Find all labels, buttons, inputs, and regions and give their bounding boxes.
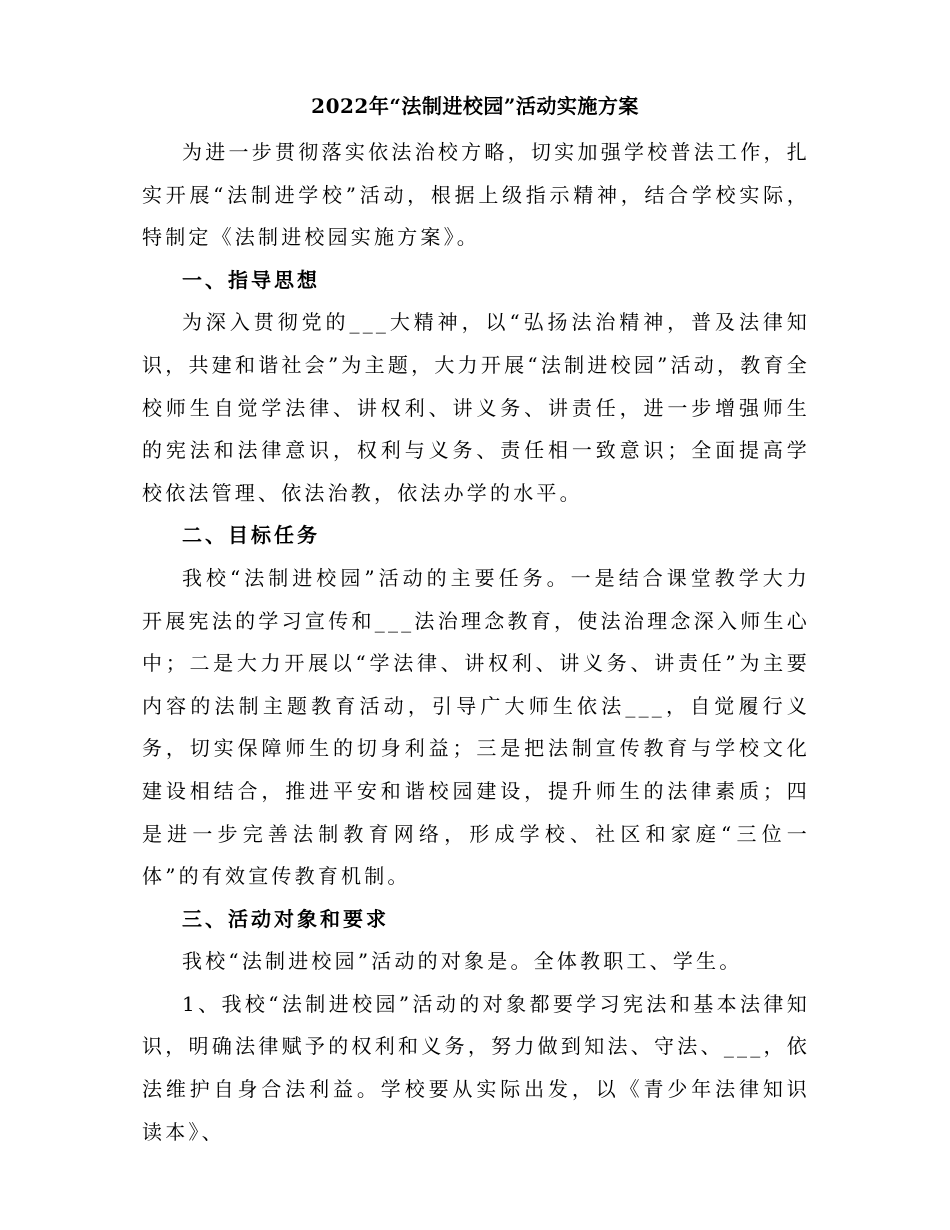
section-heading-guiding-ideology: 一、指导思想 bbox=[182, 267, 320, 292]
document-body bbox=[142, 131, 810, 1153]
paragraph-goals-tasks: 我校“法制进校园”活动的主要任务。一是结合课堂教学大力开展宪法的学习宣传和___法治理念教育，使法治理念深入师生心中；二是大力开展以“学法律、讲权利、讲义务、讲责任”为主要内容的法制主题教育活动，引导广大师生依法___，自觉履行义务，切实保障师生的切身利益；三是把法制宣传教育与学校文化建设相结合，推进平安和谐校园建设，提升师生的法律素质；四是进一步完善法制教育网络，形成学校、社区和家庭“三位一体”的有效宣传教育机制。 bbox=[142, 565, 810, 889]
paragraph-guiding-ideology: 为深入贯彻党的___大精神，以“弘扬法治精神，普及法律知识，共建和谐社会”为主题，大力开展“法制进校园”活动，教育全校师生自觉学法律、讲权利、讲义务、讲责任，进一步增强师生的宪法和法律意识，权利与义务、责任相一致意识；全面提高学校依法管理、依法治教，依法办学的水平。 bbox=[142, 310, 810, 505]
intro-paragraph: 为进一步贯彻落实依法治校方略，切实加强学校普法工作，扎实开展“法制进学校”活动，根据上级指示精神，结合学校实际，特制定《法制进校园实施方案》。 bbox=[142, 140, 810, 250]
document-title: 2022年“法制进校园”活动实施方案 bbox=[311, 94, 639, 118]
paragraph-requirement-1: 1、我校“法制进校园”活动的对象都要学习宪法和基本法律知识，明确法律赋予的权利和义务，努力做到知法、守法、___，依法维护自身合法利益。学校要从实际出发，以《青少年法律知识读本》、 bbox=[142, 991, 810, 1144]
section-heading-goals-tasks: 二、目标任务 bbox=[182, 523, 320, 548]
section-heading-targets-requirements: 三、活动对象和要求 bbox=[182, 906, 389, 931]
paragraph-targets: 我校“法制进校园”活动的对象是。全体教职工、学生。 bbox=[182, 949, 743, 974]
